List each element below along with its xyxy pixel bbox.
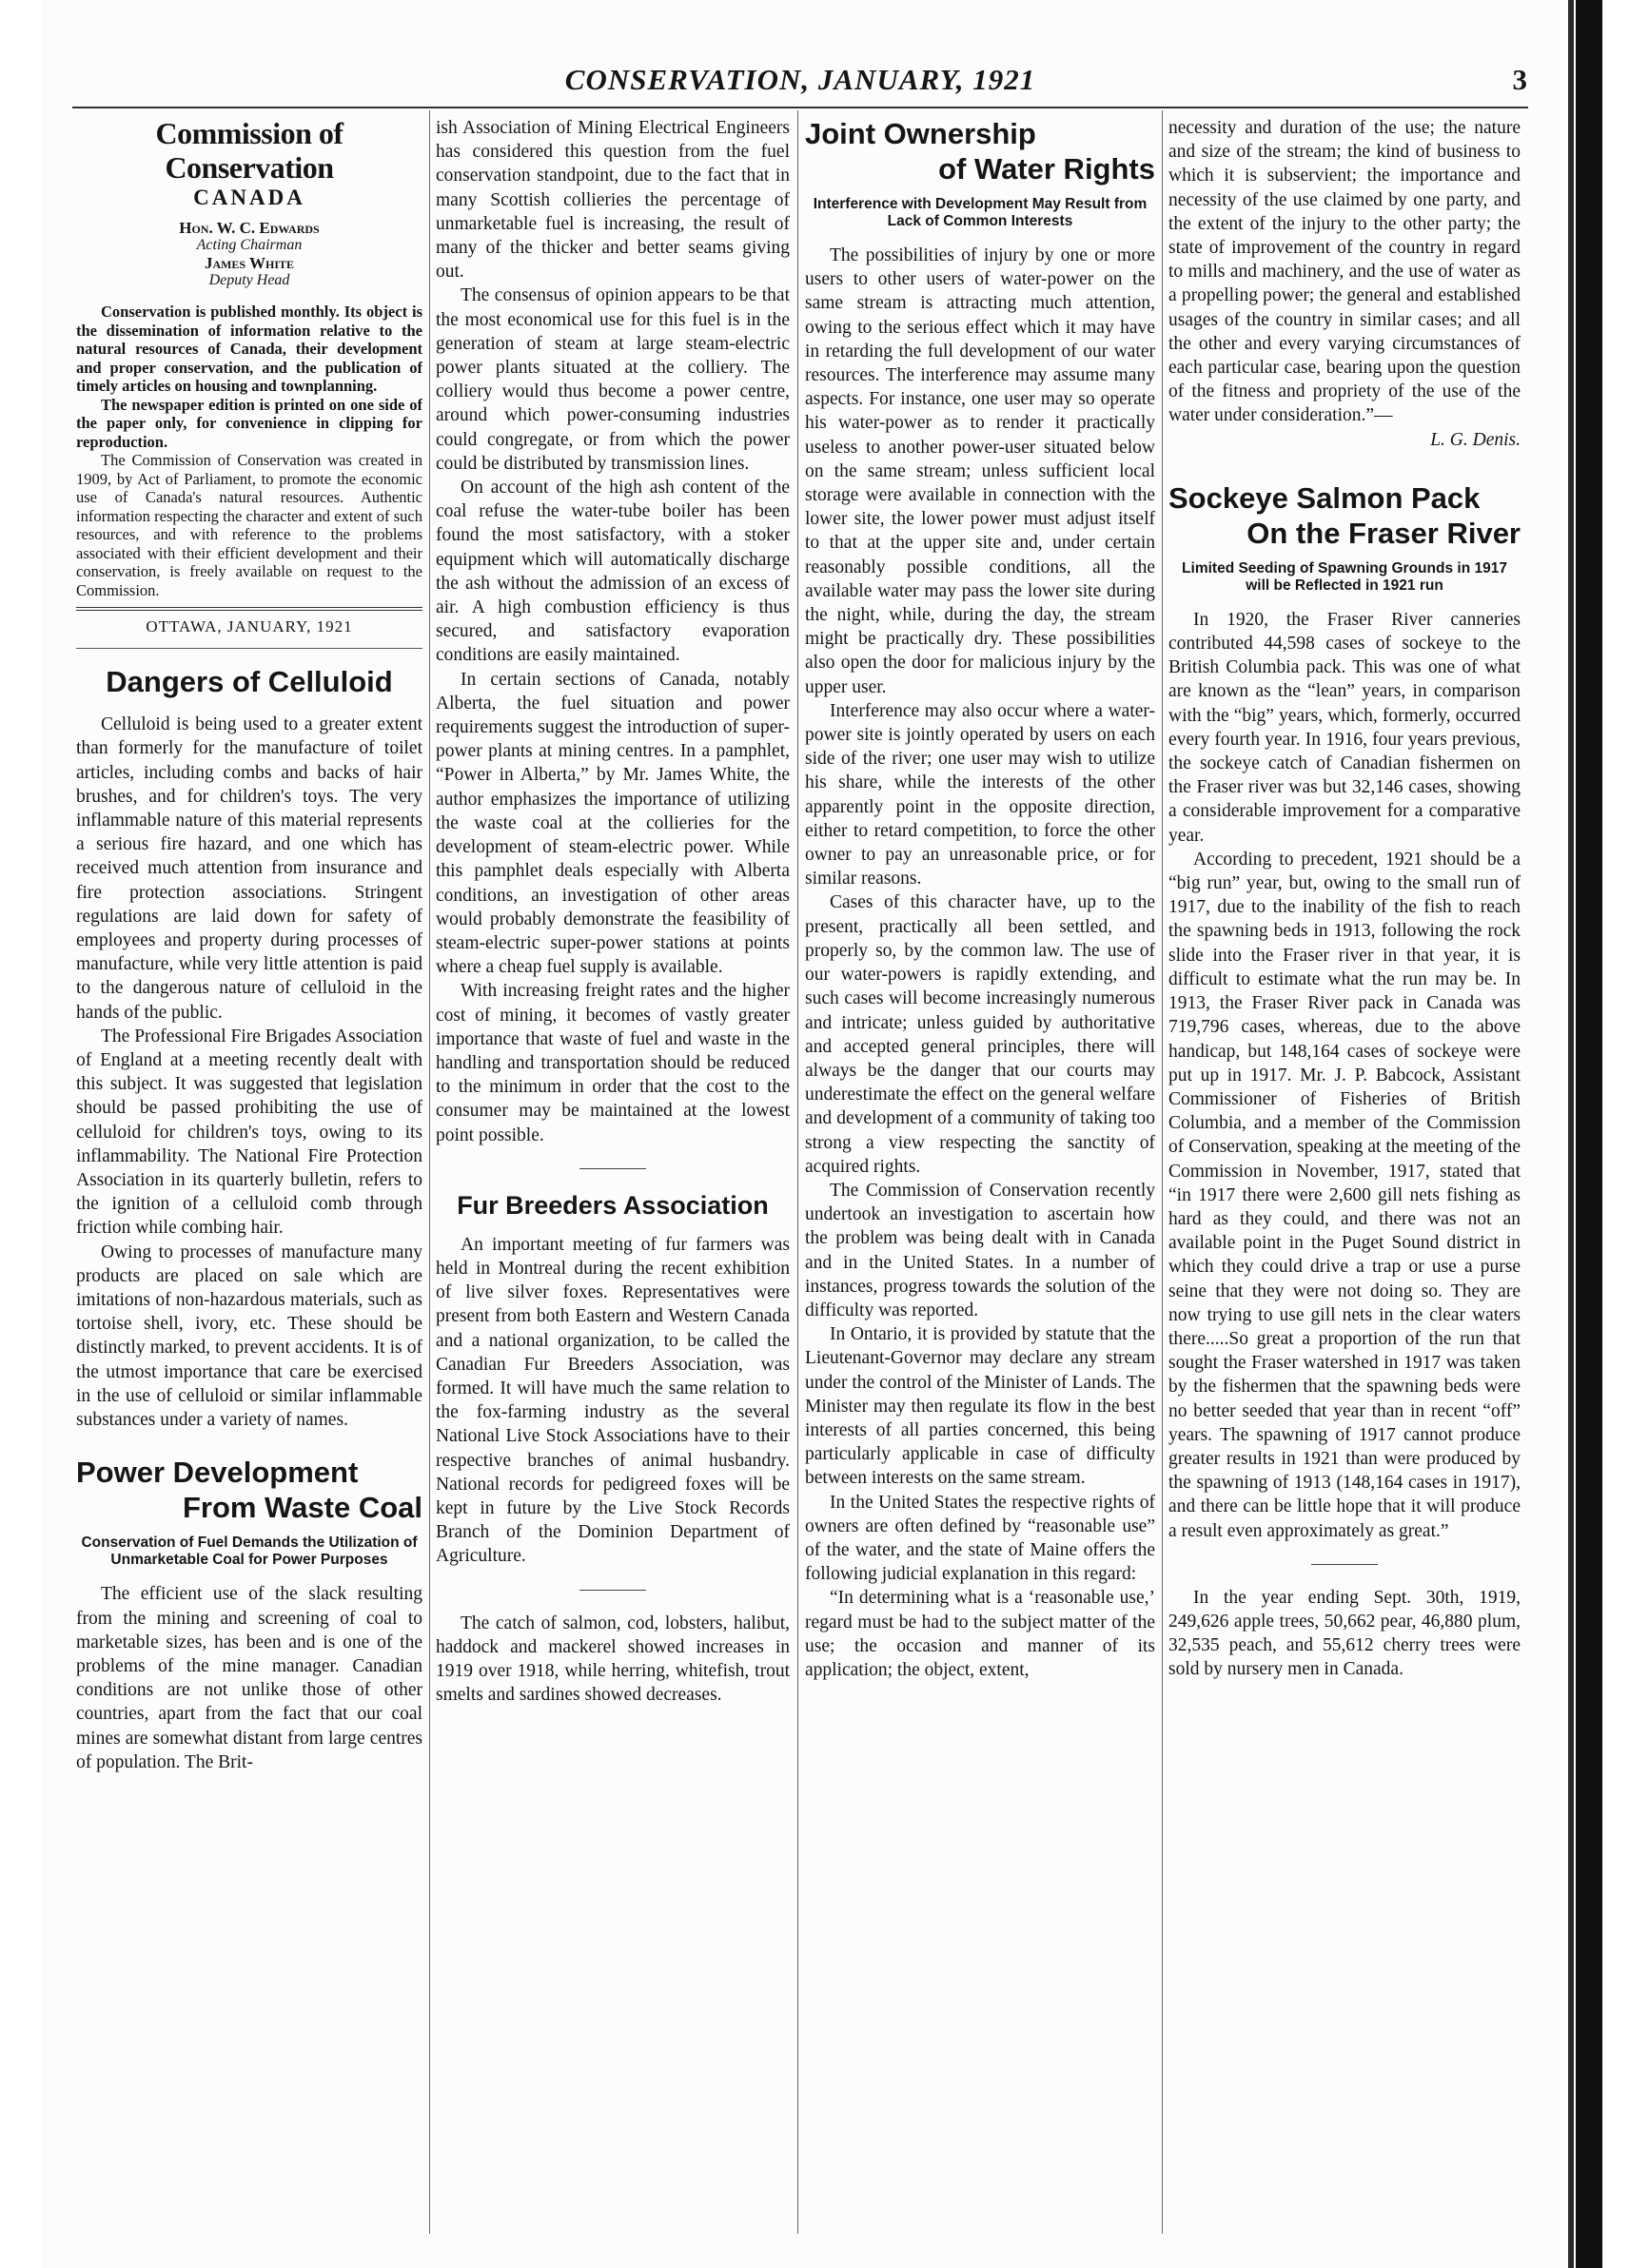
article-paragraph: In certain sections of Canada, notably Alberta, the fuel situation and power requirements suggest the introduction of super-power plants at mining centres. In a pamphlet, “Power in Alberta,” by Mr. James White, the author emphasizes the importance of utilizing the waste coal at the collieries for the development of steam-electric power. While this pamphlet deals especially with Alberta conditions, an investigation of other areas would probably demonstrate the feasibility of steam-electric super-power stations at points where a cheap fuel supply is available. [436,669,790,978]
column-1 [76,116,422,2233]
article-paragraph: The efficient use of the slack resulting from the mining and screening of coal to marketable sizes, has been and is one of the problems of the mine manager. Canadian conditions are not unlike those of other countries, apart from the fact that our coal mines are somewhat distant from large centres of population. The Brit- [76,1584,422,1772]
article-paragraph: In 1920, the Fraser River canneries contributed 44,598 cases of sockeye to the British Columbia pack. This was one of what are known as the “lean” years, in comparison with the “big” years, which, formerly, occurred every fourth year. In 1916, four years previous, the sockeye catch of Canadian fishermen on the Fraser river was but 32,146 cases, showing a considerable improvement for a comparative year. [1168,609,1521,846]
column-3 [805,116,1155,2233]
article-title-line: Sockeye Salmon Pack [1168,480,1481,515]
article-title-line: of Water Rights [938,152,1155,186]
article-deck: Interference with Development May Result from Lack of Common Interests [813,196,1148,229]
article-title-line: Joint Ownership [805,117,1036,150]
article-paragraph: According to precedent, 1921 should be a “big run” year, but, owing to the small run of 1917, due to the inability of the fish to reach the spawning beds in 1913, following the rock slide into the Fraser river in that year, it is difficult to estimate what the run may be. In 1913, the Fraser River pack in Canada was 719,796 cases, whereas, due to the above handicap, but 148,164 cases of sockeye were put up in 1917. Mr. J. P. Babcock, Assistant Commissioner of Fisheries of British Columbia, and a member of the Commission of Conservation, speaking at the meeting of the Commission in November, 1917, stated that “in 1917 there were 2,600 gill nets fishing as hard as they could, and there was not an available point in the Puget Sound district in which they could drive a trap or use a purse seine that they were not doing so. They are now trying to use gill nets in the clear waters there.....So great a proportion of the run that sought the Fraser watershed in 1917 was taken by the fishermen that the spawning beds were no better seeded that year than in recent “off” years. The spawning of 1917 cannot produce greater results in 1921 than were produced by the spawning of 1913 (148,164 cases in 1917), and there can be little hope that it will produce a result even approximately as great.” [1168,849,1521,1541]
divider [76,648,422,649]
article-paragraph: In the year ending Sept. 30th, 1919, 249,626 apple trees, 50,662 pear, 46,880 plum, 32,535 peach, and 55,612 cherry trees were sold by nursery men in Canada. [1168,1587,1521,1680]
article-paragraph: Cases of this character have, up to the present, practically all been settled, and properly so, by the common law. The use of our water-powers is rapidly extending, and such cases will become increasingly numerous and intricate; unless guided by authoritative and accepted general principles, there will always be the danger that our courts may underestimate the effect on the general welfare and development of a community of taking too strong a view respecting the sanctity of acquired rights. [805,892,1155,1177]
article-paragraph: ish Association of Mining Electrical Engineers has considered this question from the fuel conservation standpoint, due to the fact that in many Scottish collieries the percentage of unmarketable fuel is increasing, the result of many of the thicker and better seams giving out. [436,118,790,283]
deputy-role: Deputy Head [208,272,290,288]
column-rule [429,110,430,2234]
article-title-celluloid: Dangers of Celluloid [106,665,393,699]
column-4 [1168,116,1521,2233]
column-rule [1162,110,1163,2234]
separator [579,1168,646,1169]
masthead-paragraph: The Commission of Conservation was created in 1909, by Act of Parliament, to promote the economic use of Canada's natural resources. Authentic information respecting the character and extent of such resources, and with reference to the problems associated with their efficient development and their conservation, is freely available on request to the Commission. [76,451,422,599]
article-paragraph: The consensus of opinion appears to be that the most economical use for this fuel is in the generation of steam at large steam-electric power plants situated at the colliery. The colliery would thus become a power centre, around which power-consuming industries could congregate, or from which the power could be distributed by transmission lines. [436,285,790,474]
article-title-line: From Waste Coal [182,1491,422,1525]
header-title: CONSERVATION, JANUARY, 1921 [564,63,1036,96]
article-deck: Conservation of Fuel Demands the Utilization of Unmarketable Coal for Power Purposes [81,1535,418,1569]
chairman-role: Acting Chairman [196,237,303,253]
article-paragraph: An important meeting of fur farmers was held in Montreal during the recent exhibition of live silver foxes. Representatives were present from both Eastern and Western Canada and a national organization, to be called the Canadian Fur Breeders Association, was formed. It will have much the same relation to the fox-farming industry as the several National Live Stock Associations have to their respective branches of animal husbandry. National records for pedigreed foxes will be kept in future by the Live Stock Records Branch of the Dominion Department of Agriculture. [436,1234,790,1567]
article-paragraph: necessity and duration of the use; the nature and size of the stream; the kind of business to which it is subservient; the importance and necessity of the use claimed by one party, and the extent of the injury to the other party; the state of improvement of the country in regard to mills and machinery, and the use of water as a propelling power; the general and established usages of the country in similar cases; and all the other and every varying circumstances of each particular case, bearing upon the question of the fitness and propriety of the use of the water under consideration.”— [1168,118,1521,426]
signature: L. G. Denis. [1430,429,1521,450]
article-paragraph: In Ontario, it is provided by statute that the Lieutenant-Governor may declare any stream under the control of the Minister of Lands. The Minister may then regulate its flow in the best interests of all parties concerned, this being particularly applicable in case of difficulty between interests on the same stream. [805,1324,1155,1489]
article-paragraph: The possibilities of injury by one or more users to other users of water-power on the same stream is attracting much attention, owing to the serious effect which it may have in retarding the full development of our water resources. The interference may assume many aspects. For instance, one user may so operate his water-power as to render it practically useless to another power-user situated below on the same stream; unless sufficient local storage were available in connection with the lower site, the lower power must adjust itself to that at the upper site and, under certain reasonably possible conditions, all the available water may pass the lower site during the night, while, during the day, the stream might be practically dry. These possibilities also open the door for malicious injury by the upper user. [805,245,1155,697]
column-rule [797,110,798,2234]
article-paragraph: With increasing freight rates and the higher cost of mining, it becomes of vastly greater importance that waste of fuel and waste in the handling and transportation should be reduced to the minimum in order that the cost to the consumer may be maintained at the lowest point possible. [436,981,790,1145]
running-header [72,63,1528,103]
article-deck: Limited Seeding of Spawning Grounds in 1917 will be Reflected in 1921 run [1182,559,1507,594]
scan-edge-inner [1568,0,1574,2268]
separator [579,1590,646,1591]
scan-edge [1576,0,1602,2268]
masthead-paragraph: The newspaper edition is printed on one side of the paper only, for convenience in clipping for reproduction. [76,395,422,451]
masthead-country: CANADA [193,186,305,209]
article-title-line: On the Fraser River [1246,516,1521,550]
article-title-line: Power Development [76,1456,359,1490]
separator [1311,1564,1378,1565]
article-paragraph: Owing to processes of manufacture many products are placed on sale which are imitations of non-hazardous materials, such as tortoise shell, ivory, etc. These should be distinctly marked, to prevent accidents. It is of the utmost importance that care be exercised in the use of celluloid or similar inflammable substances under a variety of names. [76,1242,422,1431]
header-rule [72,107,1528,108]
masthead-paragraph: Conservation is published monthly. Its object is the dissemination of information relative to the natural resources of Canada, their development and proper conservation, and the publication of timely articles on housing and townplanning. [76,303,422,395]
article-title-fur: Fur Breeders Association [457,1190,769,1220]
article-paragraph: The Professional Fire Brigades Association of England at a meeting recently dealt with this subject. It was suggested that legislation should be passed prohibiting the use of celluloid for children's toys, owing to its inflammability. The National Fire Protection Association in its quarterly bulletin, refers to the ignition of a celluloid comb through friction while combing hair. [76,1026,422,1239]
article-paragraph: Celluloid is being used to a greater extent than formerly for the manufacture of toilet articles, including combs and backs of hair brushes, and for children's toys. The very inflammable nature of this material represents a serious fire hazard, and one which has received much attention from insurance and fire protection associations. Stringent regulations are laid down for safety of employees and property during processes of manufacture, while very little attention is paid to the dangerous nature of celluloid in the hands of the public. [76,714,422,1023]
chairman-name: Hon. W. C. Edwards [179,219,320,237]
dateline: OTTAWA, JANUARY, 1921 [146,617,353,635]
article-paragraph: On account of the high ash content of the coal refuse the water-tube boiler has been found the most satisfactory, with a stoker equipment which will automatically discharge the ash without the admission of an excess of air. A high combustion efficiency is thus secured, and satisfactory evaporation conditions are easily maintained. [436,478,790,666]
deputy-name: James White [204,254,295,272]
article-paragraph: “In determining what is a ‘reasonable use,’ regard must be had to the subject matter of the use; the occasion and manner of its application; the object, extent, [805,1588,1155,1680]
column-2 [436,116,790,2233]
article-paragraph: In the United States the respective rights of owners are often defined by “reasonable use” of the water, and the state of Maine offers the following judicial explanation in this regard: [805,1492,1155,1585]
article-paragraph: The Commission of Conservation recently undertook an investigation to ascertain how the problem was being dealt with in Canada and in the United States. In a number of instances, progress towards the solution of the difficulty was reported. [805,1180,1155,1320]
article-paragraph: The catch of salmon, cod, lobsters, halibut, haddock and mackerel showed increases in 1919 over 1918, while herring, whitefish, trout smelts and sardines showed decreases. [436,1613,790,1706]
page-number: 3 [1512,63,1528,96]
article-paragraph: Interference may also occur where a water-power site is jointly operated by users on each side of the river; one user may wish to utilize his share, while the interests of the other apparently point in the opposite direction, either to retard competition, to force the other owner to pay an unreasonable price, or for similar reasons. [805,700,1155,890]
masthead-title: Commission of Conservation [155,116,343,185]
divider [76,607,422,611]
